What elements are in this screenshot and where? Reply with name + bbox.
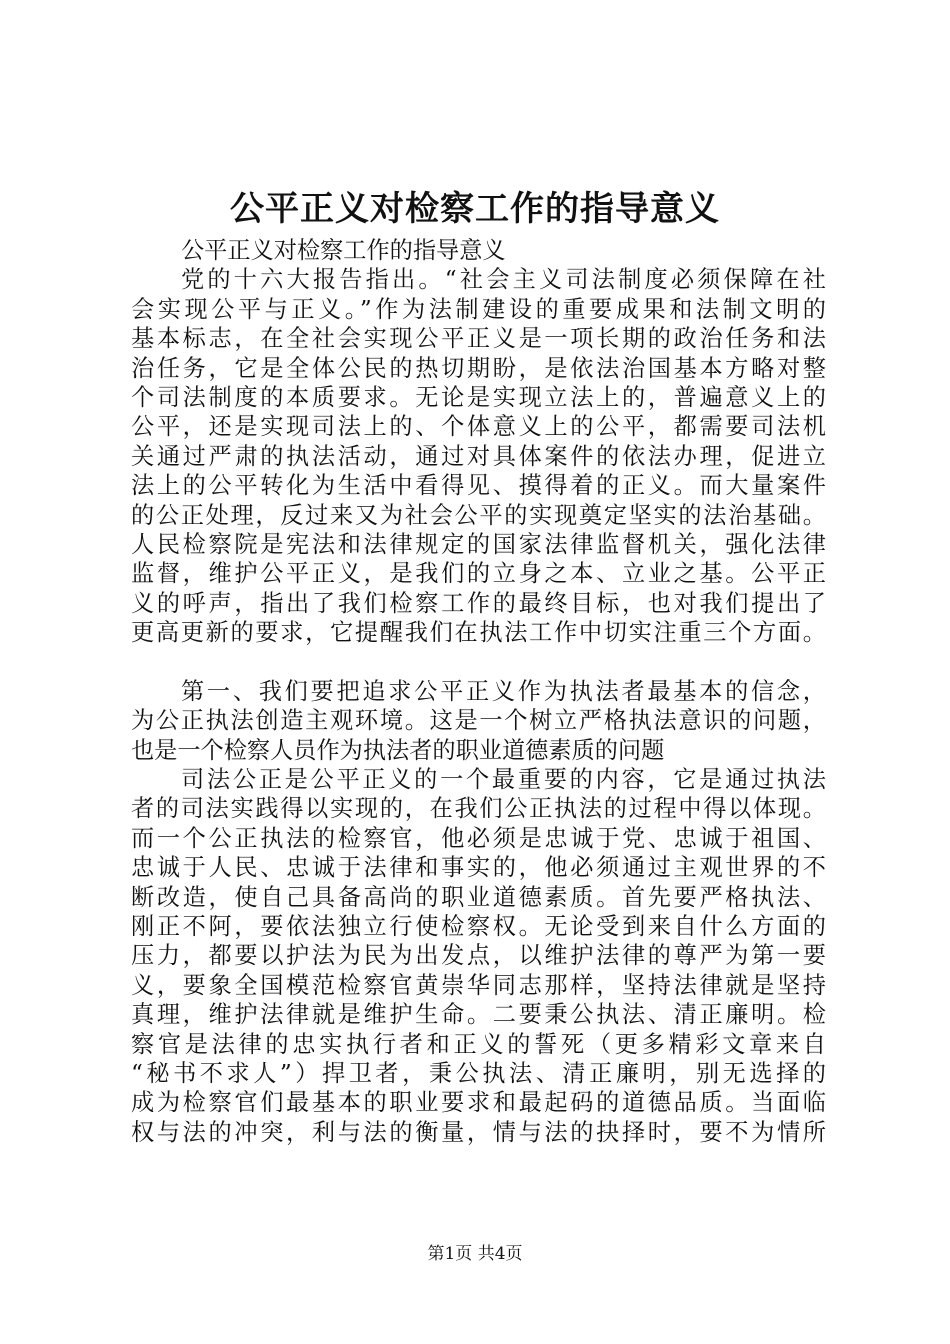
text-line: 断改造，使自己具备高尚的职业道德素质。首先要严格执法、 [131,883,826,911]
text-line: 个司法制度的本质要求。无论是实现立法上的，普遍意义上的 [131,383,826,411]
blank-line [131,647,826,676]
text-line: 更高更新的要求，它提醒我们在执法工作中切实注重三个方面。 [131,619,826,647]
text-line: 基本标志，在全社会实现公平正义是一项长期的政治任务和法 [131,325,826,353]
text-line: 公平正义对检察工作的指导意义 [181,237,506,264]
text-line: 为公正执法创造主观环境。这是一个树立严格执法意识的问题， [131,707,826,735]
text-line: 忠诚于人民、忠诚于法律和事实的，他必须通过主观世界的不 [131,854,826,882]
text-line: 成为检察官们最基本的职业要求和最起码的道德品质。当面临 [131,1089,826,1117]
text-line: 权与法的冲突，利与法的衡量，情与法的抉择时，要不为情所 [131,1118,826,1146]
text-line: 党的十六大报告指出。“社会主义司法制度必须保障在社 [181,266,826,294]
text-line: 监督，维护公平正义，是我们的立身之本、立业之基。公平正 [131,560,826,588]
text-line: 司法公正是公平正义的一个最重要的内容，它是通过执法 [181,766,826,794]
document-title: 公平正义对检察工作的指导意义 [230,189,720,229]
text-line: 压力，都要以护法为民为出发点，以维护法律的尊严为第一要 [131,942,826,970]
text-line: 刚正不阿，要依法独立行使检察权。无论受到来自什么方面的 [131,912,826,940]
text-line: 察官是法律的忠实执行者和正义的誓死（更多精彩文章来自 [131,1030,826,1058]
text-line: 关通过严肃的执法活动，通过对具体案件的依法办理，促进立 [131,442,826,470]
text-line: 真理，维护法律就是维护生命。二要秉公执法、清正廉明。检 [131,1001,826,1029]
page-footer: 第1页 共4页 [427,1244,523,1264]
text-line: 会实现公平与正义。”作为法制建设的重要成果和法制文明的 [131,295,826,323]
document-body [131,236,826,1147]
text-line: 公平，还是实现司法上的、个体意义上的公平，都需要司法机 [131,413,826,441]
text-line: “秘书不求人”）捍卫者，秉公执法、清正廉明，别无选择的 [131,1059,826,1087]
text-line: 法上的公平转化为生活中看得见、摸得着的正义。而大量案件 [131,472,826,500]
text-line: 也是一个检察人员作为执法者的职业道德素质的问题 [131,736,665,764]
text-line: 者的司法实践得以实现的，在我们公正执法的过程中得以体现。 [131,795,826,823]
text-line: 人民检察院是宪法和法律规定的国家法律监督机关，强化法律 [131,530,826,558]
text-line: 治任务，它是全体公民的热切期盼，是依法治国基本方略对整 [131,354,826,382]
text-line: 义的呼声，指出了我们检察工作的最终目标，也对我们提出了 [131,589,826,617]
text-line: 第一、我们要把追求公平正义作为执法者最基本的信念， [181,677,826,705]
text-line: 的公正处理，反过来又为社会公平的实现奠定坚实的法治基础。 [131,501,826,529]
text-line: 义，要象全国模范检察官黄崇华同志那样，坚持法律就是坚持 [131,971,826,999]
text-line: 而一个公正执法的检察官，他必须是忠诚于党、忠诚于祖国、 [131,824,826,852]
